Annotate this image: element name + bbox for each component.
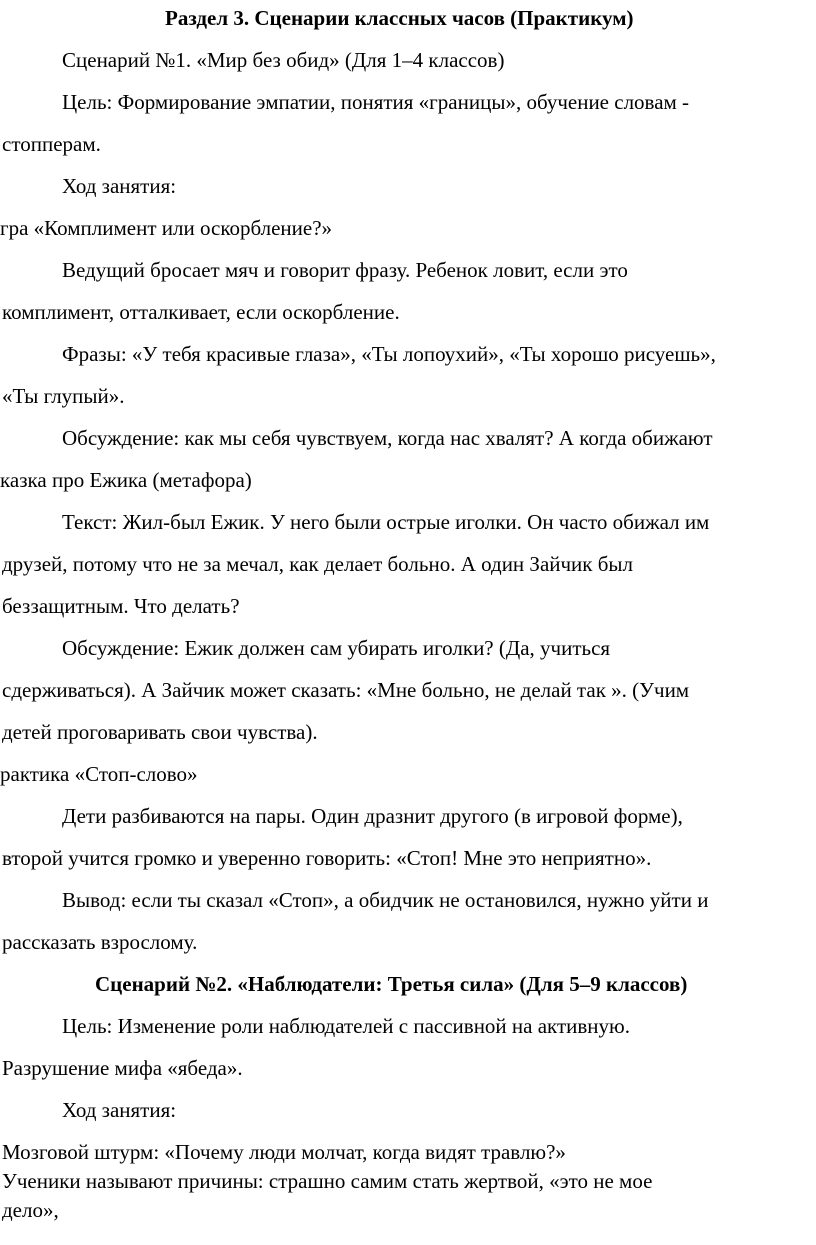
tale-line3: беззащитным. Что делать? (2, 594, 240, 618)
game-title: гра «Комплимент или оскорбление?» (0, 216, 333, 240)
reasons-line1: Ученики называют причины: страшно самим стать жертвой, «это не мое (2, 1169, 653, 1193)
tale-line2: друзей, потому что не за мечал, как делает больно. А один Зайчик был (2, 552, 634, 576)
scenario2-title: Сценарий №2. «Наблюдатели: Третья сила» (Для 5–9 классов) (95, 972, 688, 996)
goal1-line1: Цель: Формирование эмпатии, понятия «границы», обучение словам - (62, 90, 690, 114)
section-heading: Раздел 3. Сценарии классных часов (Практикум) (165, 6, 634, 30)
phrases-line1: Фразы: «У тебя красивые глаза», «Ты лопоухий», «Ты хорошо рисуешь», (62, 342, 716, 366)
practice-line1: Дети разбиваются на пары. Один дразнит другого (в игровой форме), (62, 804, 683, 828)
reasons-line2: дело», (2, 1198, 59, 1222)
discussion2-line1: Обсуждение: Ежик должен сам убирать иголки? (Да, учиться (62, 636, 611, 660)
tale-title: казка про Ежика (метафора) (0, 468, 252, 492)
brainstorm: Мозговой штурм: «Почему люди молчат, когда видят травлю?» (2, 1140, 566, 1164)
course2-label: Ход занятия: (62, 1098, 177, 1122)
goal1-line2: стопперам. (2, 132, 101, 156)
conclusion-line1: Вывод: если ты сказал «Стоп», а обидчик не остановился, нужно уйти и (62, 888, 709, 912)
goal2-line1: Цель: Изменение роли наблюдателей с пассивной на активную. (62, 1014, 630, 1038)
goal2-line2: Разрушение мифа «ябеда». (2, 1056, 243, 1080)
practice-title: рактика «Стоп-слово» (0, 762, 198, 786)
game-desc-line1: Ведущий бросает мяч и говорит фразу. Ребенок ловит, если это (62, 258, 628, 282)
course1-label: Ход занятия: (62, 174, 177, 198)
tale-line1: Текст: Жил-был Ежик. У него были острые иголки. Он часто обижал им (62, 510, 710, 534)
practice-line2: второй учится громко и уверенно говорить: «Стоп! Мне это неприятно». (2, 846, 652, 870)
conclusion-line2: рассказать взрослому. (2, 930, 198, 954)
phrases-line2: «Ты глупый». (2, 384, 125, 408)
game-desc-line2: комплимент, отталкивает, если оскорбление. (2, 300, 400, 324)
discussion1: Обсуждение: как мы себя чувствуем, когда нас хвалят? А когда обижают (62, 426, 713, 450)
discussion2-line2: сдерживаться). А Зайчик может сказать: «Мне больно, не делай так ». (Учим (2, 678, 690, 702)
scenario1-title: Сценарий №1. «Мир без обид» (Для 1–4 классов) (62, 48, 505, 72)
discussion2-line3: детей проговаривать свои чувства). (2, 720, 318, 744)
